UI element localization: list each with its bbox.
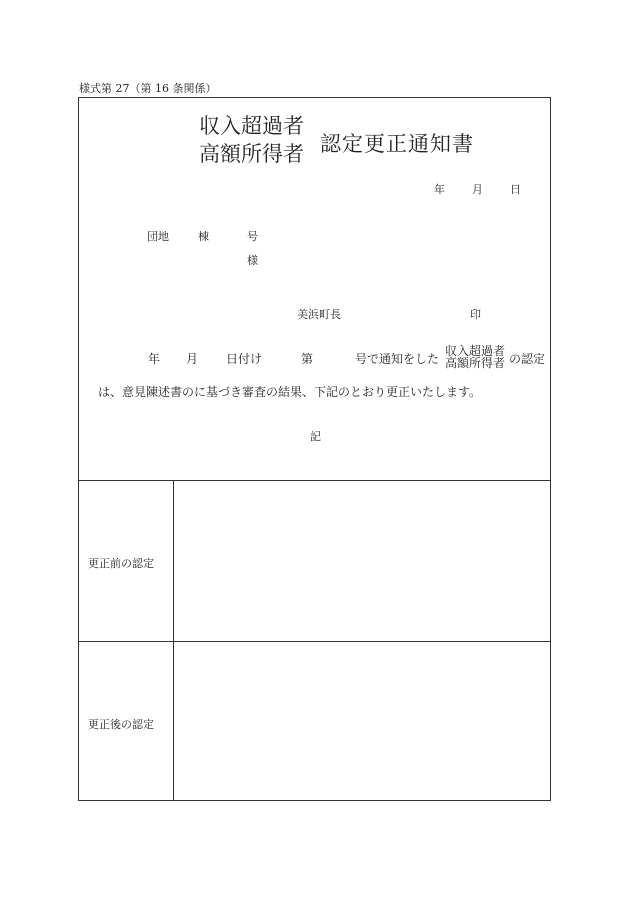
date-day-label: 日: [510, 183, 521, 196]
page-title: 認定更正通知書: [320, 132, 474, 156]
body-stacked-options: [445, 345, 505, 369]
address-go-label: 号: [247, 230, 258, 243]
body-number-prefix: 第: [301, 352, 314, 366]
body-date-suffix: 日付け: [226, 352, 263, 366]
table-top-border: [78, 480, 551, 481]
form-number-label: 様式第 27（第 16 条関係）: [79, 82, 217, 95]
body-notice-text: 号で通知をした: [355, 352, 440, 366]
row-label-before-correction: 更正前の認定: [88, 557, 154, 570]
body-statement: は、意見陳述書のに基づき審査の結果、下記のとおり更正いたします。: [98, 385, 482, 399]
body-month-label: 月: [186, 352, 199, 366]
date-year-label: 年: [434, 183, 445, 196]
body-year-label: 年: [148, 352, 161, 366]
table-column-divider: [173, 480, 174, 801]
title-stacked-options: [199, 112, 304, 168]
addressee-honorific: 様: [247, 254, 258, 267]
form-frame: [78, 97, 551, 801]
address-mune-label: 棟: [198, 230, 209, 243]
address-danchi-label: 団地: [147, 230, 169, 243]
date-month-label: 月: [472, 183, 483, 196]
issuer-name: 美浜町長: [297, 308, 341, 321]
title-option-high-income-earner: 高額所得者: [199, 142, 304, 166]
title-option-income-exceeder: 収入超過者: [199, 114, 304, 138]
body-option-income-exceeder: 収入超過者: [445, 344, 506, 358]
body-nintei-text: の認定: [509, 352, 546, 366]
seal-mark: 印: [470, 308, 481, 321]
body-option-high-income-earner: 高額所得者: [445, 356, 506, 370]
ki-heading: 記: [310, 430, 321, 443]
row-label-after-correction: 更正後の認定: [88, 718, 154, 731]
table-row-divider: [78, 641, 551, 642]
